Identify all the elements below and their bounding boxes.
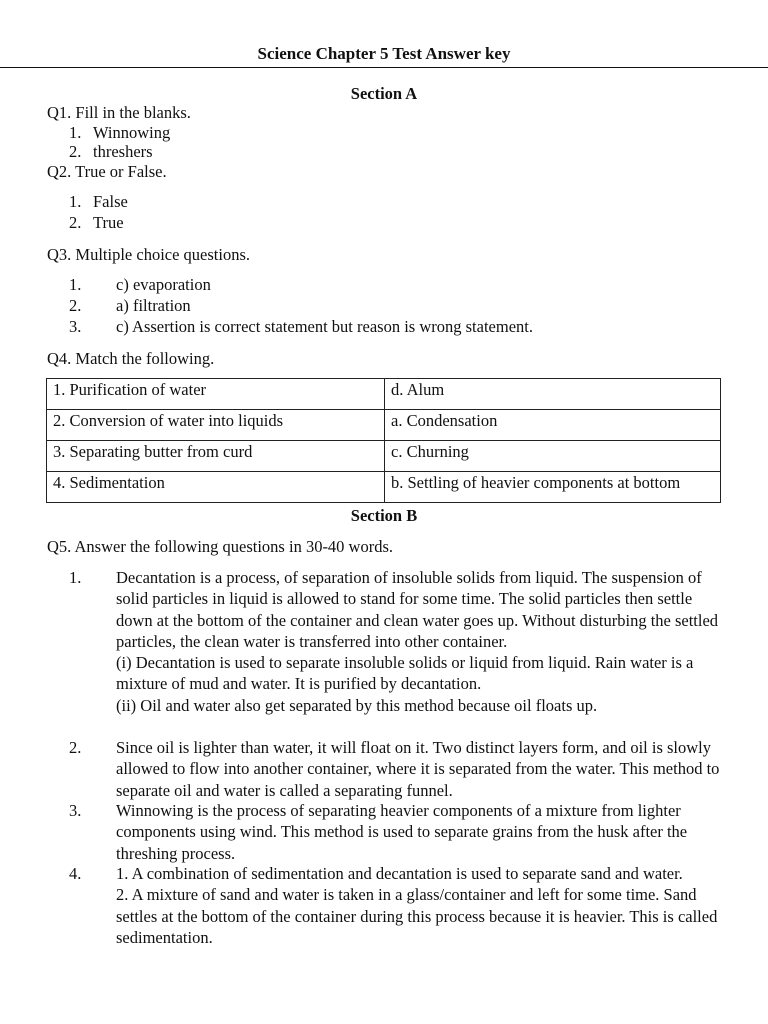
q1-answer-2: threshers	[93, 142, 153, 161]
q2-prompt: Q2. True or False.	[47, 162, 167, 181]
table-cell: 2. Conversion of water into liquids	[47, 410, 385, 441]
answer-paragraph: Since oil is lighter than water, it will float on it. Two distinct layers form, and oil is slowly allowed to flow into another container, where it is separated from the water. This method to separate oil and water is called a separating funnel.	[116, 738, 720, 800]
q5-answer-1	[116, 567, 726, 716]
answer-paragraph: 2. A mixture of sand and water is taken in a glass/container and left for some time. Sand settles at the bottom of the container during this process because it is heavier. This is called sedimentation.	[116, 885, 718, 947]
table-cell: c. Churning	[385, 441, 721, 472]
answer-paragraph: Winnowing is the process of separating heavier components of a mixture from lighter components using wind. This method is used to separate grains from the husk after the threshing process.	[116, 801, 688, 863]
title-divider	[0, 67, 768, 68]
table-cell: b. Settling of heavier components at bottom	[385, 472, 721, 503]
q3-answer-1: c) evaporation	[116, 275, 211, 294]
table-row	[47, 472, 721, 503]
list-number: 4.	[69, 864, 82, 883]
answer-paragraph: (i) Decantation is used to separate insoluble solids or liquid from liquid. Rain water is a mixture of mud and water. It is purified by decantation.	[116, 653, 694, 694]
list-number: 2.	[69, 296, 82, 315]
list-number: 1.	[69, 123, 82, 142]
table-cell: 3. Separating butter from curd	[47, 441, 385, 472]
list-number: 2.	[69, 213, 82, 232]
q5-prompt: Q5. Answer the following questions in 30-40 words.	[47, 537, 394, 556]
table-cell: 1. Purification of water	[47, 379, 385, 410]
table-row	[47, 379, 721, 410]
table-row	[47, 441, 721, 472]
list-number: 2.	[69, 142, 82, 161]
list-number: 3.	[69, 801, 82, 820]
q5-answer-4	[116, 863, 726, 948]
table-cell: 4. Sedimentation	[47, 472, 385, 503]
table-row	[47, 410, 721, 441]
q3-answer-2: a) filtration	[116, 296, 191, 315]
q5-answer-3	[116, 800, 726, 864]
list-number: 1.	[69, 275, 82, 294]
answer-paragraph: (ii) Oil and water also get separated by this method because oil floats up.	[116, 695, 598, 715]
match-table	[46, 378, 721, 503]
q2-answer-1: False	[93, 192, 128, 211]
q5-answer-2	[116, 737, 726, 801]
q1-prompt: Q1. Fill in the blanks.	[47, 103, 191, 122]
list-number: 1.	[69, 568, 82, 587]
q1-answer-1: Winnowing	[93, 123, 171, 142]
list-number: 3.	[69, 317, 82, 336]
answer-paragraph: Decantation is a process, of separation of insoluble solids from liquid. The suspension of solid particles in liquid is allowed to stand for some time. The solid particles then settle down at the bottom of the container and clean water goes up. Without disturbing the settled particles, the clean water is transferred into other container.	[116, 568, 719, 651]
table-cell: d. Alum	[385, 379, 721, 410]
list-number: 1.	[69, 192, 82, 211]
q4-prompt: Q4. Match the following.	[47, 349, 215, 368]
q2-answer-2: True	[93, 213, 124, 232]
section-b-heading: Section B	[350, 506, 418, 525]
table-cell: a. Condensation	[385, 410, 721, 441]
q3-prompt: Q3. Multiple choice questions.	[47, 245, 251, 264]
q3-answer-3: c) Assertion is correct statement but reason is wrong statement.	[116, 317, 533, 336]
answer-paragraph: 1. A combination of sedimentation and decantation is used to separate sand and water.	[116, 864, 683, 883]
section-a-heading: Section A	[350, 84, 418, 103]
page-title: Science Chapter 5 Test Answer key	[257, 44, 511, 63]
list-number: 2.	[69, 738, 82, 757]
